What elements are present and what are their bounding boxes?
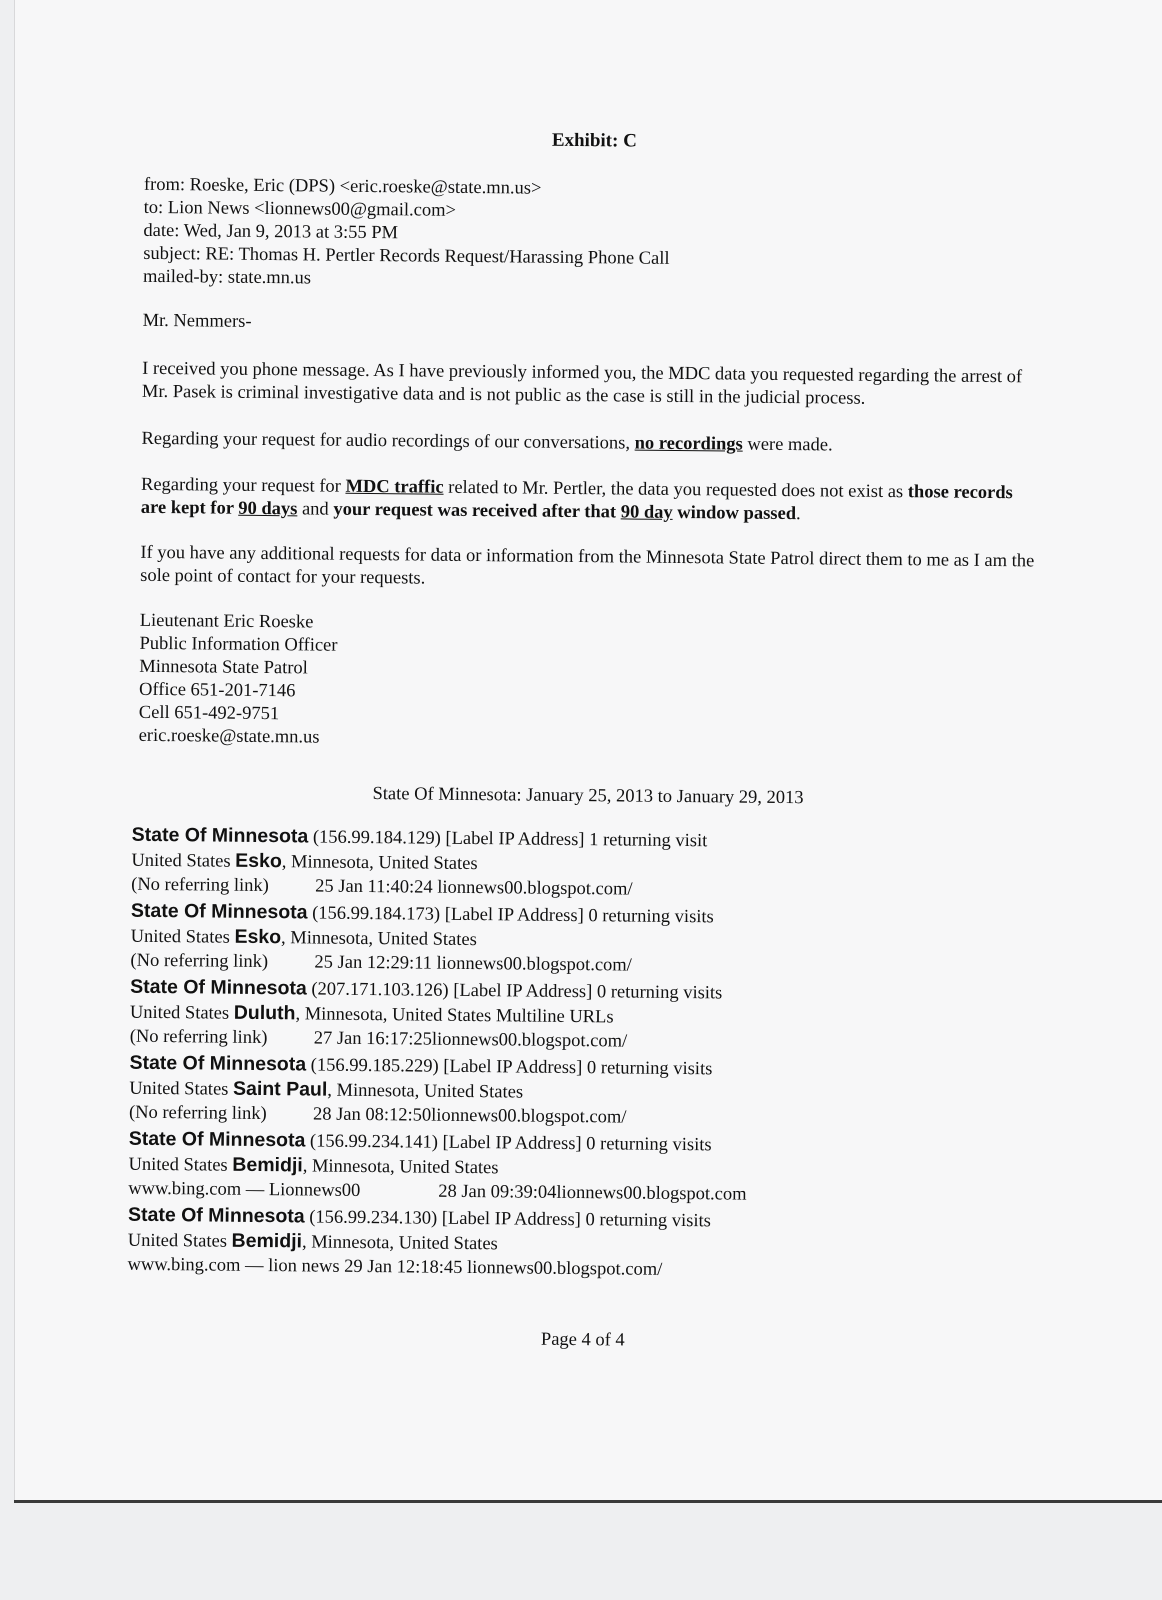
document-page — [14, 0, 1162, 1500]
visit-ip-info: (156.99.184.129) [Label IP Address] 1 returning visit — [308, 827, 708, 852]
text: Regarding your request for — [140, 474, 346, 497]
visit-ip-info: (156.99.184.173) [Label IP Address] 0 returning visits — [307, 903, 714, 928]
email-date: date: Wed, Jan 9, 2013 at 3:55 PM — [143, 220, 399, 244]
visit-referrer: (No referring link) — [129, 1026, 268, 1049]
visit-org: State Of Minnesota — [130, 975, 307, 1000]
visit-ip-info: (156.99.234.141) [Label IP Address] 0 returning visits — [305, 1131, 712, 1156]
text: United States — [129, 1078, 234, 1100]
visit-time-url: 25 Jan 12:29:11 lionnews00.blogspot.com/ — [314, 952, 632, 976]
visit-referrer: www.bing.com — lion news — [127, 1254, 340, 1277]
text: United States — [129, 1002, 234, 1024]
email-subject: subject: RE: Thomas H. Pertler Records Request/Harassing Phone Call — [143, 243, 670, 269]
signature-line: Minnesota State Patrol — [139, 656, 308, 679]
visit-referrer-row — [127, 1253, 746, 1284]
visit-time-url: 25 Jan 11:40:24 lionnews00.blogspot.com/ — [315, 876, 633, 900]
email-to: to: Lion News <lionnews00@gmail.com> — [143, 197, 457, 221]
text: United States — [130, 926, 235, 948]
email-mailed-by: mailed-by: state.mn.us — [142, 266, 312, 289]
visit-referrer: www.bing.com — Lionnews00 — [128, 1178, 361, 1201]
email-headers — [143, 174, 670, 294]
visit-referrer: (No referring link) — [130, 950, 269, 973]
page-number: Page 4 of 4 — [540, 1329, 625, 1351]
visit-org: State Of Minnesota — [128, 1127, 306, 1152]
visit-org: State Of Minnesota — [129, 1051, 307, 1076]
visit-city: Saint Paul — [232, 1077, 328, 1101]
signature-line: eric.roeske@state.mn.us — [138, 725, 320, 748]
emphasis-text: your request was received after that — [333, 499, 621, 523]
visit-log — [127, 822, 750, 1284]
visit-city: Esko — [234, 925, 282, 949]
visit-time-url: 27 Jan 16:17:25lionnews00.blogspot.com/ — [313, 1028, 628, 1052]
signature-block — [139, 610, 338, 750]
text: . — [795, 504, 801, 525]
emphasis-no-recordings: no recordings — [634, 433, 743, 455]
text: , Minnesota, United States — [281, 928, 477, 951]
visit-time-url: 29 Jan 12:18:45 lionnews00.blogspot.com/ — [339, 1256, 663, 1280]
visit-org: State Of Minnesota — [127, 1203, 305, 1228]
visit-log-title: State Of Minnesota: January 25, 2013 to January 29, 2013 — [372, 784, 804, 809]
emphasis-90-days: 90 days — [238, 498, 298, 520]
emphasis-text: window passed — [672, 502, 797, 525]
text: and — [297, 499, 334, 520]
exhibit-title: Exhibit: C — [551, 129, 637, 152]
signature-line: Lieutenant Eric Roeske — [139, 610, 314, 633]
visit-city: Bemidji — [231, 1229, 303, 1253]
visit-ip-info: (156.99.234.130) [Label IP Address] 0 returning visits — [304, 1207, 711, 1232]
text: United States — [128, 1154, 233, 1176]
emphasis-text: those records are kept for — [140, 482, 1013, 519]
text: , Minnesota, United States — [327, 1080, 524, 1103]
visit-org: State Of Minnesota — [131, 823, 309, 848]
text: , Minnesota, United States — [281, 852, 478, 875]
emphasis-mdc-traffic: MDC traffic — [345, 476, 444, 498]
visit-ip-info: (156.99.185.229) [Label IP Address] 0 returning visits — [305, 1055, 713, 1080]
signature-line: Office 651-201-7146 — [138, 679, 296, 702]
paragraph-mdc-traffic — [141, 474, 1041, 529]
text: , Minnesota, United States — [301, 1232, 498, 1255]
paragraph-audio-recordings — [141, 428, 1041, 460]
text: related to Mr. Pertler, the data you requested does not exist as — [443, 477, 908, 503]
signature-line: Cell 651-492-9751 — [138, 702, 280, 725]
visit-city: Bemidji — [232, 1153, 303, 1177]
visit-ip-info: (207.171.103.126) [Label IP Address] 0 returning visits — [306, 979, 723, 1004]
paragraph-contact: If you have any additional requests for data or information from the Minnesota State Patrol direct them to me as I am the sole point of contact for your requests. — [140, 542, 1035, 589]
page-content — [22, 0, 1162, 1351]
visit-time-url: 28 Jan 09:39:04lionnews00.blogspot.com — [438, 1181, 747, 1205]
visit-city: Duluth — [233, 1001, 296, 1025]
text: Regarding your request for audio recordings of our conversations, — [141, 428, 635, 454]
visit-referrer: (No referring link) — [131, 874, 269, 897]
page-bottom-edge — [14, 1500, 1162, 1503]
text: United States — [127, 1230, 232, 1252]
visit-city: Esko — [235, 849, 282, 873]
salutation: Mr. Nemmers- — [142, 310, 252, 332]
visit-time-url: 28 Jan 08:12:50lionnews00.blogspot.com/ — [312, 1104, 627, 1128]
email-from: from: Roeske, Eric (DPS) <eric.roeske@state.mn.us> — [143, 174, 542, 199]
signature-line: Public Information Officer — [139, 633, 338, 656]
paragraph-mdc-data: I received you phone message. As I have previously informed you, the MDC data you requested regarding the arrest of Mr. Pasek is criminal investigative data and is not public as the case is still in the judicial process. — [141, 358, 1023, 409]
text: , Minnesota, United States — [302, 1156, 499, 1179]
text: , Minnesota, United States Multiline URLs — [295, 1004, 614, 1028]
visit-referrer: (No referring link) — [128, 1102, 267, 1125]
visit-org: State Of Minnesota — [130, 899, 308, 924]
text: United States — [131, 850, 236, 872]
text: were made. — [742, 434, 833, 456]
emphasis-90-day: 90 day — [620, 502, 673, 523]
